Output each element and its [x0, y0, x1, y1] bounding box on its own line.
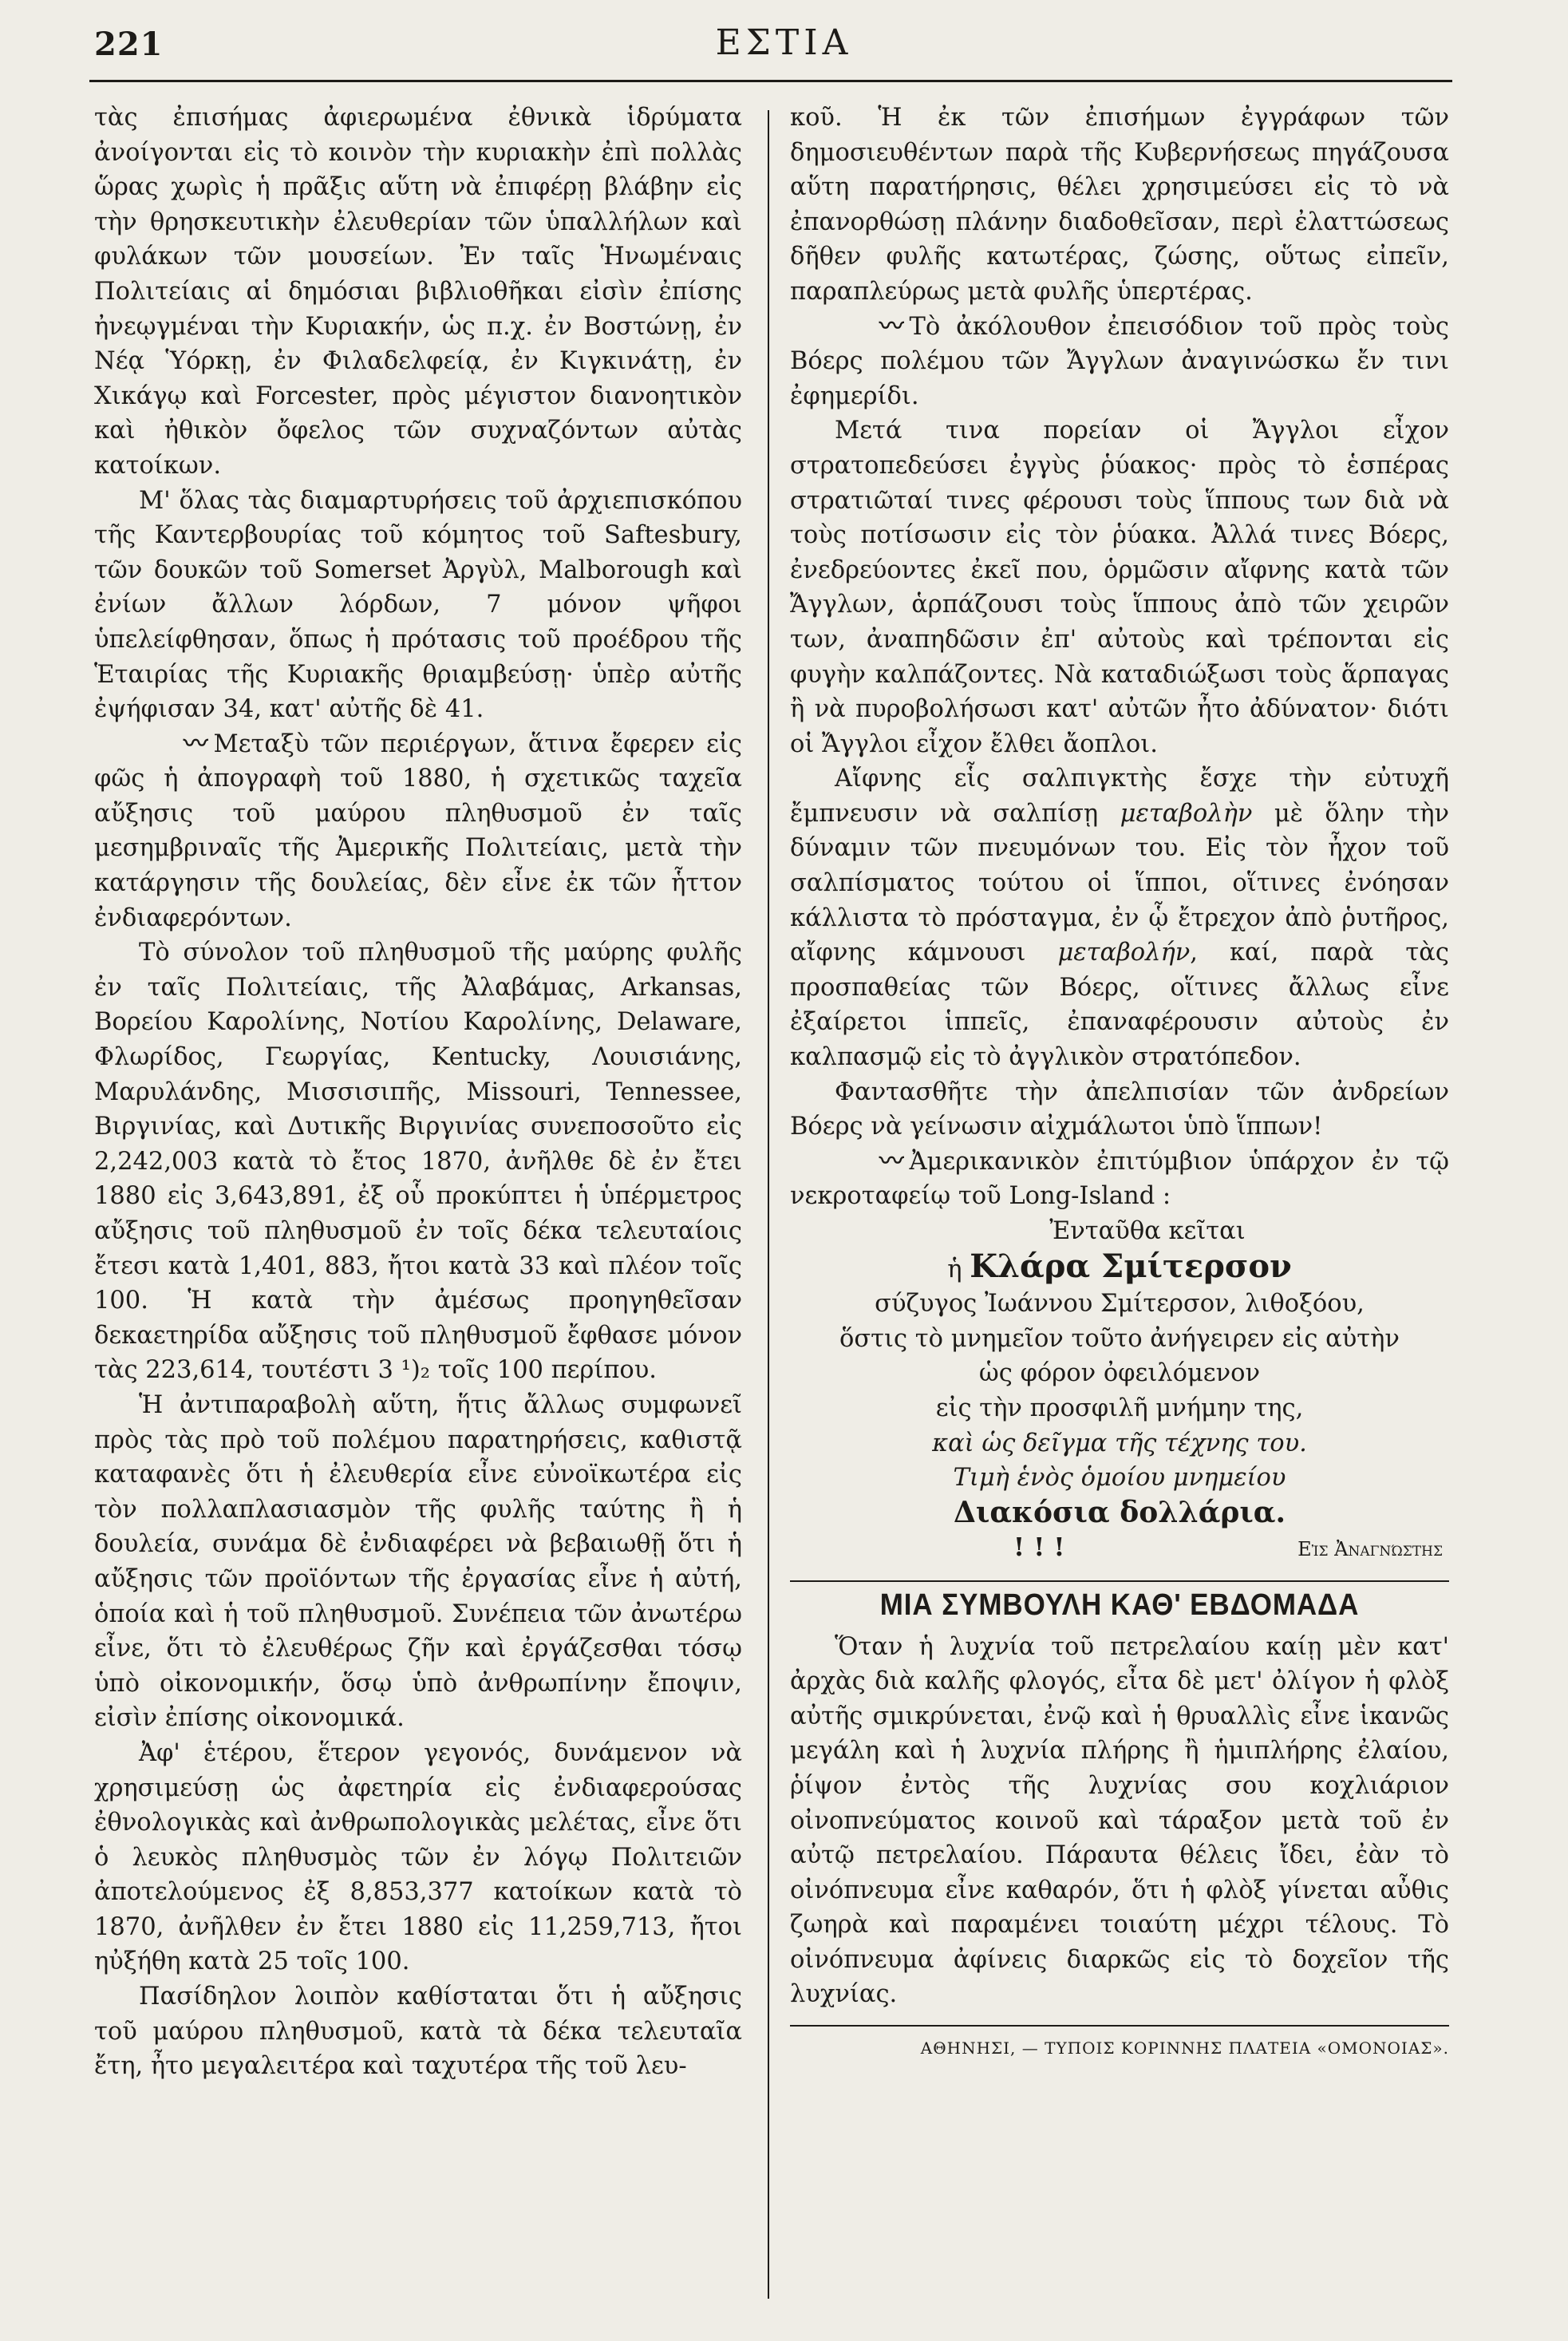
trumpeter-italic-1: μεταβολὴν	[1120, 799, 1253, 828]
paragraph-epitaph-intro	[790, 1145, 1449, 1214]
left-column	[94, 101, 742, 2311]
paragraph-imagine: Φαντασθῆτε τὴν ἀπελπισίαν τῶν ἀνδρείων Βόερς νὰ γείνωσιν αἰχμάλωτοι ὑπὸ ἵππων!	[790, 1078, 1449, 1141]
paragraph-boer-story: Μετά τινα πορείαν οἱ Ἄγγλοι εἶχον στρατοπεδεύσει ἐγγὺς ῥύακος· πρὸς τὸ ἑσπέρας στρατιῶταί τινες φέρουσι τοὺς ἵππους των διὰ νὰ τοὺς ποτίσωσιν εἰς τὸν ῥύακα. Ἀλλά τινες Βόερς, ἐνεδρεύοντες ἐκεῖ που, ὁρμῶσιν αἴφνης κατὰ τῶν Ἄγγλων, ἁρπάζουσι τοὺς ἵππους ἀπὸ τῶν χειρῶν των, ἀναπηδῶσιν ἐπ' αὐτοὺς καὶ τρέπονται εἰς φυγὴν καλπάζοντες. Νὰ καταδιώξωσι τοὺς ἅρπαγας ἢ νὰ πυροβολήσωσι κατ' αὐτῶν ἦτο ἀδύνατον· διότι οἱ Ἄγγλοι εἶχον ἔλθει ἄοπλοι.	[790, 417, 1449, 758]
paragraph-boer-intro-text: Τὸ ἀκόλουθον ἐπεισόδιον τοῦ πρὸς τοὺς Βόερς πολέμου τῶν Ἄγγλων ἀναγινώσκω ἔν τινι ἐφημερίδι.	[790, 312, 1449, 410]
epitaph-line: ὅστις τὸ μνημεῖον τοῦτο ἀνήγειρεν εἰς αὐτὴν	[839, 1324, 1400, 1353]
paragraph-epitaph-intro-text: Ἀμερικανικὸν ἐπιτύμβιον ὑπάρχον ἐν τῷ νεκροταφείῳ τοῦ Long-Island :	[790, 1147, 1449, 1211]
exclamation-marks: ! ! !	[1013, 1532, 1065, 1563]
paragraph-boer-intro	[790, 310, 1449, 414]
paragraph-lamp-advice: Ὅταν ἡ λυχνία τοῦ πετρελαίου καίῃ μὲν κατ' ἀρχὰς διὰ καλῆς φλογός, εἶτα δὲ μετ' ὀλίγον ἡ φλὸξ αὐτῆς σμικρύνεται, ἐνῷ καὶ ἡ θρυαλλὶς εἶνε ἱκανῶς μεγάλη καὶ ἡ λυχνία πλήρης ἢ ἡμιπλήρης ἐλαίου, ῥίψον ἐντὸς τῆς λυχνίας σου κοχλιάριον οἰνοπνεύματος κοινοῦ καὶ τάραξον μετὰ τοῦ ἐν αὐτῷ πετρελαίου. Πάραυτα θέλεις ἴδει, ἐὰν τὸ οἰνόπνευμα εἶνε καθαρόν, ὅτι ἡ φλὸξ γίνεται αὖθις ζωηρὰ καὶ παραμένει τοιαύτη μέχρι τέλους. Τὸ οἰνόπνευμα ἀφίνεις διαρκῶς εἰς τὸ δοχεῖον τῆς λυχνίας.	[790, 1632, 1449, 2009]
paragraph-population-total: Τὸ σύνολον τοῦ πληθυσμοῦ τῆς μαύρης φυλῆς ἐν ταῖς Πολιτείαις, τῆς Ἀλαβάμας, Arkansas, Βορείου Καρολίνης, Νοτίου Καρολίνης, Delaware, Φλωρίδος, Γεωργίας, Kentucky, Λουισιάνης, Μαρυλάνδης, Μισσισιπῆς, Missouri, Tennessee, Βιργινίας, καὶ Δυτικῆς Βιργινίας συνεποσοῦτο εἰς 2,242,003 κατὰ τὸ ἔτος 1870, ἀνῆλθε δὲ ἐν ἔτει 1880 εἰς 3,643,891, ἐξ οὗ προκύπτει ἡ ὑπέρμετρος αὔξησις τοῦ πληθυσμοῦ ἐν τοῖς δέκα τελευταίοις ἔτεσι κατὰ 1,401, 883, ἤτοι κατὰ 33 καὶ πλέον τοῖς 100. Ἡ κατὰ τὴν ἀμέσως προηγηθεῖσαν δεκαετηρίδα αὔξησις τοῦ πληθυσμοῦ ἔφθασε μόνον τὰς 223,614, τουτέστι 3 ¹)₂ τοῖς 100 περίπου.	[94, 939, 742, 1385]
trumpeter-text-a: Αἴφνης εἷς σαλπιγκτὴς ἔσχε τὴν εὐτυχῆ ἔμπνευσιν νὰ σαλπίσῃ	[790, 765, 1449, 828]
epitaph-line: καὶ ὡς δεῖγμα τῆς τέχνης του.	[932, 1429, 1307, 1457]
trumpeter-text-e: , καί, παρὰ τὰς προσπαθείας τῶν Βόερς, οἵτινες ἄλλως εἶνε ἐξαίρετοι ἱππεῖς, ἐπαναφέρουσιν αὐτοὺς ἐν καλπασμῷ εἰς τὸ ἀγγλικὸν στρατόπεδον.	[790, 939, 1449, 1072]
paragraph-continuation: κοῦ. Ἡ ἐκ τῶν ἐπισήμων ἐγγράφων τῶν δημοσιευθέντων παρὰ τῆς Κυβερνήσεως πηγάζουσα αὕτη παρατήρησις, θέλει χρησιμεύσει εἰς τὸ νὰ ἐπανορθώσῃ πλάνην διαδοθεῖσαν, περὶ ἐλαττώσεως δῆθεν φυλῆς κατωτέρας, ζώσης, οὕτως εἰπεῖν, παραπλεύρως μετὰ φυλῆς ὑπερτέρας.	[790, 104, 1449, 306]
section-separator-icon: 〰	[879, 1146, 902, 1176]
printer-imprint: ΑΘΗΝΗΣΙ, — ΤΥΠΟΙΣ ΚΟΡΙΝΝΗΣ ΠΛΑΤΕΙΑ «ΟΜΟΝΟΙΑΣ».	[920, 2038, 1449, 2058]
epitaph-line: Ἐνταῦθα κεῖται	[1049, 1217, 1246, 1245]
trumpeter-text-c: μὲ ὅλην τὴν δύναμιν τῶν πνευμόνων του. Εἰς τὸν ἦχον τοῦ σαλπίσματος τούτου οἱ ἵπποι, οἵτινες ἐνόησαν κάλλιστα τὸ πρόσταγμα, ἐν ᾧ ἔτρεχον ἀπὸ ῥυτῆρος, αἴφνης κάμνουσι	[790, 799, 1449, 967]
paragraph-census-text: Μεταξὺ τῶν περιέργων, ἅτινα ἔφερεν εἰς φῶς ἡ ἀπογραφὴ τοῦ 1880, ἡ σχετικῶς ταχεῖα αὔξησις τοῦ μαύρου πληθυσμοῦ ἐν ταῖς μεσημβριναῖς τῆς Ἀμερικῆς Πολιτείαις, μετὰ τὴν κατάργησιν τῆς δουλείας, δὲν εἶνε ἐκ τῶν ἧττον ἐνδιαφερόντων.	[94, 730, 742, 932]
imprint-rule	[790, 2025, 1449, 2027]
paragraph-conclusion: Πασίδηλον λοιπὸν καθίσταται ὅτι ἡ αὔξησις τοῦ μαύρου πληθυσμοῦ, κατὰ τὰ δέκα τελευταῖα ἔτη, ἦτο μεγαλειτέρα καὶ ταχυτέρα τῆς τοῦ λευ-	[94, 1983, 742, 2081]
epitaph-name-line	[790, 1249, 1449, 1287]
epitaph-name: Κλάρα Σμίτερσον	[970, 1247, 1292, 1285]
header-rule	[89, 80, 1452, 82]
paragraph-museums: τὰς ἐπισήμας ἀφιερωμένα ἐθνικὰ ἱδρύματα ἀνοίγονται εἰς τὸ κοινὸν τὴν κυριακὴν ἐπὶ πολλὰς ὥρας χωρὶς ἡ πρᾶξις αὕτη νὰ ἐπιφέρῃ βλάβην εἰς τὴν θρησκευτικὴν ἐλευθερίαν τῶν ὑπαλλήλων καὶ φυλάκων τῶν μουσείων. Ἐν ταῖς Ἡνωμέναις Πολιτείαις αἱ δημόσιαι βιβλιοθῆκαι εἰσὶν ἐπίσης ἠνεῳγμέναι τὴν Κυριακήν, ὡς π.χ. ἐν Βοστώνῃ, ἐν Νέᾳ Ὑόρκῃ, ἐν Φιλαδελφείᾳ, ἐν Κιγκινάτῃ, ἐν Χικάγῳ καὶ Forcester, πρὸς μέγιστον διανοητικὸν καὶ ἠθικὸν ὄφελος τῶν συχναζόντων αὐτὰς κατοίκων.	[94, 104, 742, 480]
page-title: ΕΣΤΙΑ	[715, 22, 853, 63]
epitaph-price: Διακόσια δολλάρια.	[953, 1495, 1286, 1529]
epitaph-line: ὡς φόρον ὀφειλόμενον	[978, 1359, 1261, 1388]
section-separator-icon: 〰	[879, 311, 902, 341]
paragraph-trumpeter	[790, 761, 1449, 1074]
paragraph-census	[94, 727, 742, 936]
epitaph-line: εἰς τὴν προσφιλῆ μνήμην της,	[935, 1394, 1304, 1422]
section-title: ΜΙΑ ΣΥΜΒΟΥΛΗ ΚΑΘ' ΕΒΔΟΜΑΔΑ	[879, 1588, 1360, 1622]
page-number: 221	[94, 26, 164, 63]
trumpeter-italic-2: μεταβολήν	[1057, 939, 1191, 967]
right-column	[790, 101, 1449, 2327]
paragraph-comparison: Ἡ ἀντιπαραβολὴ αὕτη, ἥτις ἄλλως συμφωνεῖ πρὸς τὰς πρὸ τοῦ πολέμου παρατηρήσεις, καθιστᾷ καταφανὲς ὅτι ἡ ἐλευθερία εἶνε εὐνοϊκωτέρα εἰς τὸν πολλαπλασιασμὸν τῆς φυλῆς ταύτης ἢ ἡ δουλεία, συνάμα δὲ ἐνδιαφέρει νὰ βεβαιωθῇ ὅτι ἡ αὔξησις τῶν προϊόντων τῆς ἐργασίας εἶνε ἡ αὐτή, ὁποία καὶ ἡ τοῦ πληθυσμοῦ. Συνέπεια τῶν ἀνωτέρω εἶνε, ὅτι τὸ ἐλευθέρως ζῆν καὶ ἐργάζεσθαι τόσῳ ὑπὸ οἰκονομικήν, ὅσῳ ὑπὸ ἀνθρωπίνην ἔποψιν, εἰσὶν ἐπίσης οἰκονομικά.	[94, 1390, 742, 1733]
epitaph-price-label: Τιμὴ ἑνὸς ὁμοίου μνημείου	[953, 1464, 1286, 1493]
paragraph-protests: Μ' ὅλας τὰς διαμαρτυρήσεις τοῦ ἀρχιεπισκόπου τῆς Καντερβουρίας τοῦ κόμητος τοῦ Saftesbury, τῶν δουκῶν τοῦ Somerset Ἀργὺλ, Malborough καὶ ἐνίων ἄλλων λόρδων, 7 μόνον ψῆφοι ὑπελείφθησαν, ὅπως ἡ πρότασις τοῦ προέδρου τῆς Ἑταιρίας τῆς Κυριακῆς θριαμβεύσῃ· ὑπὲρ αὐτῆς ἐψήφισαν 34, κατ' αὐτῆς δὲ 41.	[94, 486, 742, 724]
column-divider	[768, 110, 769, 2299]
epitaph-line: σύζυγος Ἰωάννου Σμίτερσον, λιθοξόου,	[875, 1290, 1365, 1319]
signature: Εἰς Ἀναγνώστης	[1297, 1538, 1443, 1561]
section-rule	[790, 1580, 1449, 1582]
epitaph	[790, 1214, 1449, 1530]
exclamation-line	[790, 1530, 1449, 1568]
section-separator-icon: 〰	[184, 729, 206, 758]
epitaph-article: ἡ	[947, 1255, 962, 1283]
paragraph-white-population: Ἀφ' ἑτέρου, ἕτερον γεγονός, δυνάμενον νὰ χρησιμεύσῃ ὡς ἀφετηρία εἰς ἐνδιαφερούσας ἐθνολογικὰς καὶ ἀνθρωπολογικὰς μελέτας, εἶνε ὅτι ὁ λευκὸς πληθυσμὸς τῶν ἐν λόγῳ Πολιτειῶν ἀποτελούμενος ἐξ 8,853,377 κατοίκων κατὰ τὸ 1870, ἀνῆλθεν ἐν ἔτει 1880 εἰς 11,259,713, ἤτοι ηὐξήθη κατὰ 25 τοῖς 100.	[94, 1738, 742, 1976]
